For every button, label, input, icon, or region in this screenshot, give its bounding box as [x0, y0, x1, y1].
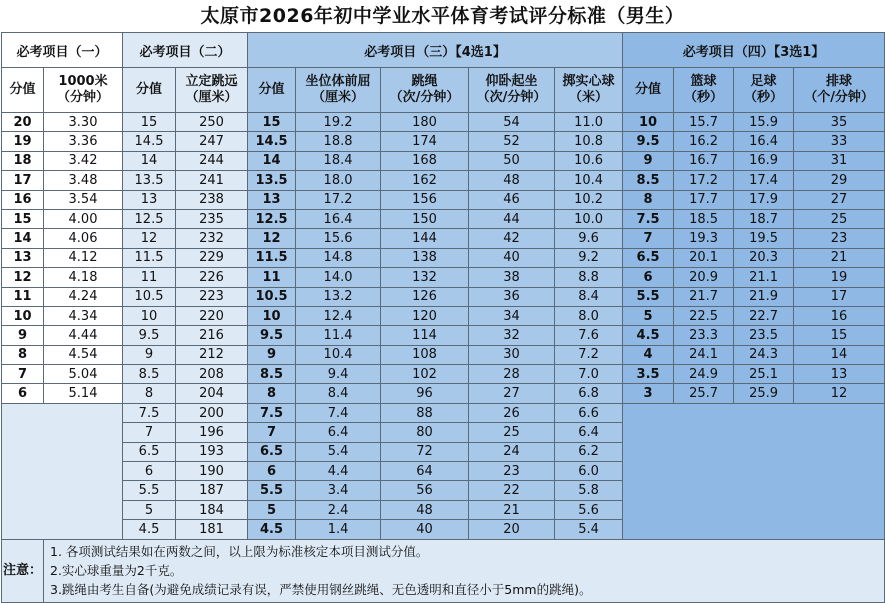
value-cell: 8.4 — [296, 384, 381, 403]
score-cell: 15 — [123, 113, 176, 132]
value-cell: 216 — [176, 326, 248, 345]
value-cell: 15.7 — [674, 113, 734, 132]
value-cell: 8.8 — [555, 268, 623, 287]
score-cell: 7.5 — [623, 209, 674, 228]
value-cell: 18.5 — [674, 209, 734, 228]
value-cell: 5.6 — [555, 500, 623, 519]
score-cell: 17 — [2, 171, 44, 190]
value-cell: 6.4 — [555, 423, 623, 442]
value-cell: 3.48 — [44, 171, 123, 190]
table-row — [2, 287, 885, 306]
score-cell: 9 — [2, 326, 44, 345]
score-cell: 7 — [248, 423, 296, 442]
value-cell: 17.9 — [734, 190, 794, 209]
value-cell: 56 — [381, 481, 469, 500]
value-cell: 25.9 — [734, 384, 794, 403]
value-cell: 14.0 — [296, 268, 381, 287]
value-cell: 15.9 — [734, 113, 794, 132]
value-cell: 108 — [381, 345, 469, 364]
value-cell: 4.54 — [44, 345, 123, 364]
table-row — [2, 209, 885, 228]
value-cell: 3.30 — [44, 113, 123, 132]
score-cell: 10 — [123, 306, 176, 325]
section1-header: 必考项目（一） — [2, 33, 123, 68]
value-cell: 35 — [794, 113, 885, 132]
value-cell: 238 — [176, 190, 248, 209]
value-cell: 190 — [176, 462, 248, 481]
value-cell: 144 — [381, 229, 469, 248]
value-cell: 226 — [176, 268, 248, 287]
value-cell: 180 — [381, 113, 469, 132]
score-cell: 20 — [2, 113, 44, 132]
score-cell: 12 — [248, 229, 296, 248]
value-cell: 114 — [381, 326, 469, 345]
value-cell: 24.1 — [674, 345, 734, 364]
score-cell: 9 — [123, 345, 176, 364]
col-s3-score: 分值 — [248, 68, 296, 113]
col-volleyball: 排球 （个/分钟） — [794, 68, 885, 113]
value-cell: 4.18 — [44, 268, 123, 287]
value-cell: 26 — [469, 403, 555, 422]
score-cell: 4 — [623, 345, 674, 364]
value-cell: 150 — [381, 209, 469, 228]
score-cell: 12 — [2, 268, 44, 287]
value-cell: 6.6 — [555, 403, 623, 422]
value-cell: 9.6 — [555, 229, 623, 248]
value-cell: 220 — [176, 306, 248, 325]
value-cell: 168 — [381, 151, 469, 170]
score-cell: 7 — [123, 423, 176, 442]
notes-label: 注意： — [2, 539, 44, 602]
score-cell: 5.5 — [248, 481, 296, 500]
value-cell: 232 — [176, 229, 248, 248]
value-cell: 28 — [469, 365, 555, 384]
value-cell: 162 — [381, 171, 469, 190]
value-cell: 25.7 — [674, 384, 734, 403]
score-cell: 12 — [123, 229, 176, 248]
value-cell: 44 — [469, 209, 555, 228]
value-cell: 17.7 — [674, 190, 734, 209]
table-row — [2, 326, 885, 345]
score-cell: 15 — [248, 113, 296, 132]
value-cell: 13.2 — [296, 287, 381, 306]
value-cell: 21.1 — [734, 268, 794, 287]
value-cell: 11.0 — [555, 113, 623, 132]
score-cell: 10.5 — [123, 287, 176, 306]
score-cell: 5 — [248, 500, 296, 519]
score-cell: 8 — [623, 190, 674, 209]
col-rope-skip: 跳绳 （次/分钟） — [381, 68, 469, 113]
value-cell: 33 — [794, 132, 885, 151]
table-row — [2, 268, 885, 287]
col-s2-score: 分值 — [123, 68, 176, 113]
value-cell: 16.4 — [296, 209, 381, 228]
score-cell: 11 — [123, 268, 176, 287]
value-cell: 229 — [176, 248, 248, 267]
value-cell: 32 — [469, 326, 555, 345]
score-cell: 13 — [123, 190, 176, 209]
value-cell: 88 — [381, 403, 469, 422]
value-cell: 156 — [381, 190, 469, 209]
value-cell: 5.14 — [44, 384, 123, 403]
value-cell: 244 — [176, 151, 248, 170]
value-cell: 29 — [794, 171, 885, 190]
value-cell: 15.6 — [296, 229, 381, 248]
table-row — [2, 306, 885, 325]
value-cell: 3.36 — [44, 132, 123, 151]
value-cell: 48 — [469, 171, 555, 190]
value-cell: 7.2 — [555, 345, 623, 364]
value-cell: 19 — [794, 268, 885, 287]
score-cell: 11 — [2, 287, 44, 306]
score-cell: 5.5 — [623, 287, 674, 306]
value-cell: 6.0 — [555, 462, 623, 481]
score-cell: 7.5 — [248, 403, 296, 422]
value-cell: 1.4 — [296, 520, 381, 539]
score-cell: 6.5 — [123, 442, 176, 461]
value-cell: 12 — [794, 384, 885, 403]
section4-header: 必考项目（四）【3选1】 — [623, 33, 885, 68]
value-cell: 42 — [469, 229, 555, 248]
section2-header: 必考项目（二） — [123, 33, 248, 68]
value-cell: 96 — [381, 384, 469, 403]
score-cell: 7 — [623, 229, 674, 248]
value-cell: 5.4 — [555, 520, 623, 539]
score-cell: 14.5 — [248, 132, 296, 151]
value-cell: 19.5 — [734, 229, 794, 248]
score-cell: 8.5 — [623, 171, 674, 190]
score-cell: 6 — [623, 268, 674, 287]
value-cell: 9.4 — [296, 365, 381, 384]
table-row — [2, 365, 885, 384]
value-cell: 30 — [469, 345, 555, 364]
table-row — [2, 384, 885, 403]
value-cell: 3.54 — [44, 190, 123, 209]
value-cell: 34 — [469, 306, 555, 325]
value-cell: 24.9 — [674, 365, 734, 384]
value-cell: 16.9 — [734, 151, 794, 170]
score-cell: 4.5 — [123, 520, 176, 539]
value-cell: 36 — [469, 287, 555, 306]
score-cell: 11.5 — [123, 248, 176, 267]
table-row — [2, 132, 885, 151]
value-cell: 18.8 — [296, 132, 381, 151]
value-cell: 40 — [469, 248, 555, 267]
value-cell: 19.2 — [296, 113, 381, 132]
value-cell: 22.5 — [674, 306, 734, 325]
value-cell: 24.3 — [734, 345, 794, 364]
value-cell: 11.4 — [296, 326, 381, 345]
value-cell: 2.4 — [296, 500, 381, 519]
score-cell: 16 — [2, 190, 44, 209]
table-row — [2, 171, 885, 190]
value-cell: 18.0 — [296, 171, 381, 190]
score-cell: 5.5 — [123, 481, 176, 500]
value-cell: 16.2 — [674, 132, 734, 151]
value-cell: 17.2 — [674, 171, 734, 190]
col-1000m: 1000米 （分钟） — [44, 68, 123, 113]
note-line: 3.跳绳由考生自备(为避免成绩记录有误，严禁使用钢丝跳绳、无色透明和直径小于5mm的跳绳)。 — [50, 582, 592, 598]
value-cell: 250 — [176, 113, 248, 132]
value-cell: 50 — [469, 151, 555, 170]
value-cell: 17.2 — [296, 190, 381, 209]
value-cell: 12.4 — [296, 306, 381, 325]
value-cell: 21 — [794, 248, 885, 267]
value-cell: 17 — [794, 287, 885, 306]
value-cell: 5.04 — [44, 365, 123, 384]
value-cell: 23 — [469, 462, 555, 481]
page-title: 太原市2026年初中学业水平体育考试评分标准（男生） — [0, 0, 885, 32]
value-cell: 132 — [381, 268, 469, 287]
value-cell: 4.06 — [44, 229, 123, 248]
value-cell: 22 — [469, 481, 555, 500]
value-cell: 235 — [176, 209, 248, 228]
value-cell: 52 — [469, 132, 555, 151]
score-cell: 8.5 — [248, 365, 296, 384]
value-cell: 27 — [794, 190, 885, 209]
score-cell: 13.5 — [248, 171, 296, 190]
score-cell: 10 — [2, 306, 44, 325]
score-cell: 15 — [2, 209, 44, 228]
score-cell: 10.5 — [248, 287, 296, 306]
value-cell: 10.8 — [555, 132, 623, 151]
col-basketball: 篮球 （秒） — [674, 68, 734, 113]
score-cell: 13.5 — [123, 171, 176, 190]
score-cell: 11 — [248, 268, 296, 287]
score-cell: 9.5 — [248, 326, 296, 345]
col-s4-score: 分值 — [623, 68, 674, 113]
score-cell: 3 — [623, 384, 674, 403]
value-cell: 21.9 — [734, 287, 794, 306]
score-cell: 10 — [248, 306, 296, 325]
score-cell: 7.5 — [123, 403, 176, 422]
value-cell: 5.4 — [296, 442, 381, 461]
score-cell: 6 — [2, 384, 44, 403]
value-cell: 4.12 — [44, 248, 123, 267]
value-cell: 38 — [469, 268, 555, 287]
table-row — [2, 248, 885, 267]
score-cell: 5 — [123, 500, 176, 519]
value-cell: 25.1 — [734, 365, 794, 384]
value-cell: 46 — [469, 190, 555, 209]
value-cell: 10.4 — [555, 171, 623, 190]
value-cell: 31 — [794, 151, 885, 170]
col-football: 足球 （秒） — [734, 68, 794, 113]
value-cell: 24 — [469, 442, 555, 461]
score-cell: 6 — [248, 462, 296, 481]
section-header-row — [2, 33, 885, 68]
value-cell: 193 — [176, 442, 248, 461]
value-cell: 15 — [794, 326, 885, 345]
score-cell: 3.5 — [623, 365, 674, 384]
score-cell: 12.5 — [123, 209, 176, 228]
score-cell: 12.5 — [248, 209, 296, 228]
value-cell: 7.6 — [555, 326, 623, 345]
value-cell: 72 — [381, 442, 469, 461]
value-cell: 48 — [381, 500, 469, 519]
value-cell: 14 — [794, 345, 885, 364]
score-cell: 9 — [623, 151, 674, 170]
value-cell: 18.7 — [734, 209, 794, 228]
value-cell: 9.2 — [555, 248, 623, 267]
value-cell: 10.0 — [555, 209, 623, 228]
score-cell: 4.5 — [248, 520, 296, 539]
value-cell: 14.8 — [296, 248, 381, 267]
column-header-row — [2, 68, 885, 113]
value-cell: 20.1 — [674, 248, 734, 267]
col-long-jump: 立定跳远 （厘米） — [176, 68, 248, 113]
value-cell: 19.3 — [674, 229, 734, 248]
value-cell: 138 — [381, 248, 469, 267]
score-cell: 14 — [123, 151, 176, 170]
score-cell: 9 — [248, 345, 296, 364]
score-cell: 8.5 — [123, 365, 176, 384]
score-cell: 14 — [248, 151, 296, 170]
score-cell: 5 — [623, 306, 674, 325]
value-cell: 4.34 — [44, 306, 123, 325]
score-cell: 4.5 — [623, 326, 674, 345]
value-cell: 6.8 — [555, 384, 623, 403]
value-cell: 40 — [381, 520, 469, 539]
value-cell: 4.24 — [44, 287, 123, 306]
empty-region — [2, 403, 123, 539]
value-cell: 21.7 — [674, 287, 734, 306]
score-cell: 13 — [248, 190, 296, 209]
score-cell: 8 — [2, 345, 44, 364]
value-cell: 16 — [794, 306, 885, 325]
value-cell: 6.2 — [555, 442, 623, 461]
value-cell: 21 — [469, 500, 555, 519]
notes-body — [44, 539, 885, 602]
value-cell: 5.8 — [555, 481, 623, 500]
value-cell: 18.4 — [296, 151, 381, 170]
value-cell: 16.7 — [674, 151, 734, 170]
value-cell: 247 — [176, 132, 248, 151]
value-cell: 10.2 — [555, 190, 623, 209]
value-cell: 102 — [381, 365, 469, 384]
table-row — [2, 190, 885, 209]
score-cell: 13 — [2, 248, 44, 267]
value-cell: 8.4 — [555, 287, 623, 306]
value-cell: 126 — [381, 287, 469, 306]
score-cell: 19 — [2, 132, 44, 151]
score-cell: 7 — [2, 365, 44, 384]
value-cell: 4.44 — [44, 326, 123, 345]
value-cell: 16.4 — [734, 132, 794, 151]
value-cell: 120 — [381, 306, 469, 325]
table-row — [2, 345, 885, 364]
score-cell: 14 — [2, 229, 44, 248]
empty-region — [623, 403, 885, 539]
value-cell: 8.0 — [555, 306, 623, 325]
value-cell: 4.00 — [44, 209, 123, 228]
value-cell: 223 — [176, 287, 248, 306]
notes-row — [2, 539, 885, 602]
score-cell: 9.5 — [623, 132, 674, 151]
value-cell: 196 — [176, 423, 248, 442]
value-cell: 25 — [794, 209, 885, 228]
score-cell: 6.5 — [248, 442, 296, 461]
value-cell: 25 — [469, 423, 555, 442]
value-cell: 64 — [381, 462, 469, 481]
table-row — [2, 113, 885, 132]
score-cell: 18 — [2, 151, 44, 170]
value-cell: 212 — [176, 345, 248, 364]
col-sit-reach: 坐位体前屈 （厘米） — [296, 68, 381, 113]
value-cell: 54 — [469, 113, 555, 132]
value-cell: 204 — [176, 384, 248, 403]
value-cell: 20.9 — [674, 268, 734, 287]
value-cell: 184 — [176, 500, 248, 519]
value-cell: 3.4 — [296, 481, 381, 500]
score-cell: 9.5 — [123, 326, 176, 345]
value-cell: 23 — [794, 229, 885, 248]
value-cell: 7.0 — [555, 365, 623, 384]
value-cell: 4.4 — [296, 462, 381, 481]
value-cell: 23.5 — [734, 326, 794, 345]
value-cell: 181 — [176, 520, 248, 539]
score-table — [1, 32, 885, 603]
table-row — [2, 403, 885, 422]
value-cell: 20 — [469, 520, 555, 539]
value-cell: 10.4 — [296, 345, 381, 364]
col-medicine-ball: 掷实心球 （米） — [555, 68, 623, 113]
score-cell: 8 — [123, 384, 176, 403]
col-sit-up: 仰卧起坐 （次/分钟） — [469, 68, 555, 113]
score-cell: 8 — [248, 384, 296, 403]
value-cell: 7.4 — [296, 403, 381, 422]
table-row — [2, 229, 885, 248]
value-cell: 23.3 — [674, 326, 734, 345]
section3-header: 必考项目（三）【4选1】 — [248, 33, 623, 68]
value-cell: 13 — [794, 365, 885, 384]
table-row — [2, 151, 885, 170]
col-s1-score: 分值 — [2, 68, 44, 113]
score-cell: 10 — [623, 113, 674, 132]
value-cell: 174 — [381, 132, 469, 151]
note-line: 2.实心球重量为2千克。 — [50, 563, 183, 579]
value-cell: 10.6 — [555, 151, 623, 170]
value-cell: 3.42 — [44, 151, 123, 170]
value-cell: 187 — [176, 481, 248, 500]
note-line: 1. 各项测试结果如在两数之间，以上限为标准核定本项目测试分值。 — [50, 544, 429, 560]
value-cell: 200 — [176, 403, 248, 422]
value-cell: 27 — [469, 384, 555, 403]
value-cell: 241 — [176, 171, 248, 190]
value-cell: 22.7 — [734, 306, 794, 325]
score-cell: 11.5 — [248, 248, 296, 267]
score-cell: 6 — [123, 462, 176, 481]
value-cell: 208 — [176, 365, 248, 384]
value-cell: 6.4 — [296, 423, 381, 442]
score-cell: 6.5 — [623, 248, 674, 267]
score-cell: 14.5 — [123, 132, 176, 151]
value-cell: 17.4 — [734, 171, 794, 190]
value-cell: 20.3 — [734, 248, 794, 267]
value-cell: 80 — [381, 423, 469, 442]
